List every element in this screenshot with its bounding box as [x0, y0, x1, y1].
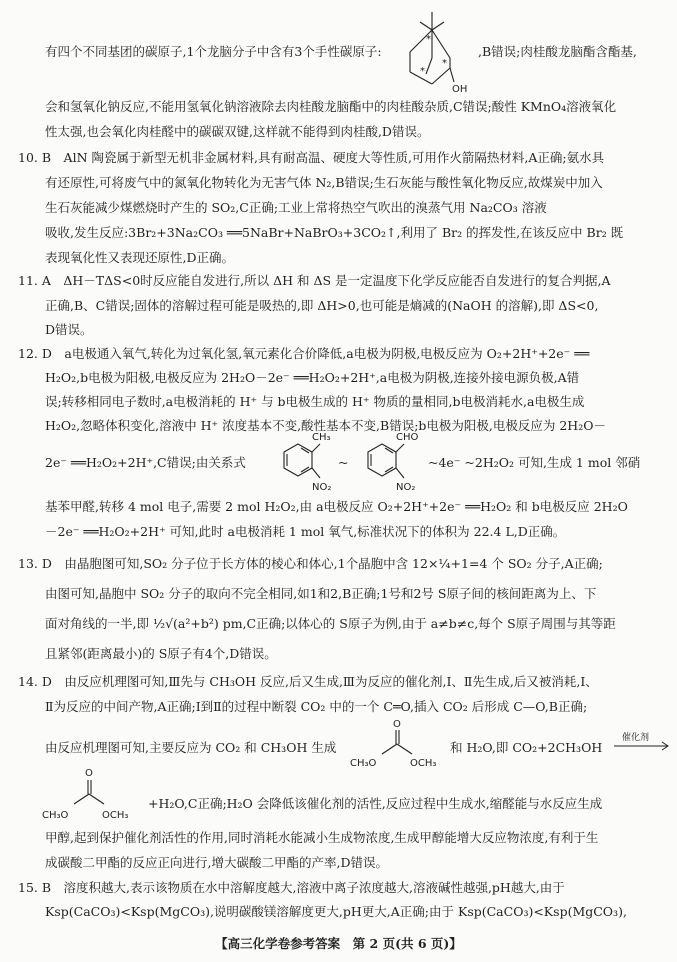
text-line: 基苯甲醛,转移 4 mol 电子,需要 2 mol H₂O₂,由 a电极反应 O₂+2H⁺+2e⁻ ══H₂O₂ 和 b电极反应 2H₂O [45, 499, 628, 514]
dimethyl-carbonate-structure [40, 764, 136, 826]
methoxy-label: CH₃O [42, 810, 69, 821]
methoxy-label: OCH₃ [410, 758, 437, 769]
oxygen-label: O [393, 719, 401, 730]
text-line: 正确,B、C错误;固体的溶解过程可能是吸热的,即 ΔH>0,也可能是熵减的(NaOH 的溶解),即 ΔS<0, [45, 298, 599, 313]
oxygen-label: O [85, 768, 93, 779]
text-line: Ksp(CaCO₃)<Ksp(MgCO₃),说明碳酸镁溶解度更大,pH更大,A正确;由于 Ksp(CaCO₃)<Ksp(MgCO₃), [45, 904, 627, 919]
text-line: 由图可知,晶胞中 SO₂ 分子的取向不完全相同,如1和2,B正确;1号和2号 S原子间的核间距离为上、下 [45, 586, 597, 601]
text-line: ~ [338, 455, 349, 470]
substituent-label: CH₃ [312, 432, 331, 443]
text-line: 由反应机理图可知,主要反应为 CO₂ 和 CH₃OH 生成 [45, 740, 337, 755]
text-line: 13. D 由晶胞图可知,SO₂ 分子位于长方体的棱心和体心,1个晶胞中含 12×¼+1=4 个 SO₂ 分子,A正确; [18, 556, 603, 571]
text-line: 误;转移相同电子数时,a电极消耗的 H⁺ 与 b电极生成的 H⁺ 物质的量相同,b电极消耗水,a电极生成 [45, 394, 585, 409]
chiral-mark: * [426, 34, 431, 45]
substituent-label: NO₂ [396, 482, 416, 493]
text-line: 10. B AlN 陶瓷属于新型无机非金属材料,具有耐高温、硬度大等性质,可用作火箭隔热材料,A正确;氨水具 [18, 150, 605, 165]
text-line: 吸收,发生反应:3Br₂+3Na₂CO₃ ══5NaBr+NaBrO₃+3CO₂↑,利用了 Br₂ 的挥发性,在该反应中 Br₂ 既 [45, 225, 624, 240]
text-line: 成碳酸二甲酯的反应正向进行,增大碳酸二甲酯的产率,D错误。 [45, 855, 388, 870]
text-line: H₂O₂,忽略体积变化,溶液中 H⁺ 浓度基本不变,酸性基本不变,B错误;b电极为阳极,电极反应为 2H₂O－ [45, 418, 606, 433]
text-line: 性太强,也会氧化肉桂醛中的碳碳双键,这样就不能得到肉桂酸,D错误。 [45, 124, 430, 139]
text-line: H₂O₂,b电极为阳极,电极反应为 2H₂O－2e⁻ ══H₂O₂+2H⁺,a电极为阴极,连接外接电源负极,A错 [45, 370, 580, 385]
text-line: 会和氢氧化钠反应,不能用氢氧化钠溶液除去肉桂酸龙脑酯中的肉桂酸杂质,C错误;酸性 KMnO₄溶液氧化 [45, 99, 617, 114]
text-line: 面对角线的一半,即 ½√(a²+b²) pm,C正确;以体心的 S原子为例,由于 a≠b≠c,每个 S原子周围与其等距 [45, 616, 616, 631]
text-line: D错误。 [45, 322, 93, 337]
page-footer: 【高三化学卷参考答案 第 2 页(共 6 页)】 [215, 936, 462, 951]
text-line: 生石灰能减少煤燃烧时产生的 SO₂,C正确;工业上常将热空气吹出的溴蒸气用 Na₂CO₃ 溶液 [45, 200, 547, 215]
text-line: －2e⁻ ══H₂O₂+2H⁺ 可知,此时 a电极消耗 1 mol 氧气,标准状况下的体积为 22.4 L,D正确。 [45, 524, 566, 539]
text-line: 甲醇,起到保护催化剂活性的作用,同时消耗水能减小生成物浓度,生成甲醇能增大反应物浓度,有利于生 [45, 830, 599, 845]
o-nitrobenzaldehyde-structure [352, 428, 424, 500]
text-line: 表现氧化性又表现还原性,D正确。 [45, 250, 234, 265]
text-line: 11. A ΔH－TΔS<0时反应能自发进行,所以 ΔH 和 ΔS 是一定温度下化学反应能否自发进行的复合判据,A [18, 273, 611, 288]
substituent-label: CHO [396, 432, 419, 443]
text-line: 14. D 由反应机理图可知,Ⅲ先与 CH₃OH 反应,后又生成,Ⅲ为反应的催化剂,Ⅰ、Ⅱ先生成,后又被消耗,Ⅰ、 [18, 674, 598, 689]
text-line: 和 H₂O,即 CO₂+2CH₃OH [450, 740, 603, 755]
substituent-label: NO₂ [312, 482, 332, 493]
text-line: 有四个不同基团的碳原子,1个龙脑分子中含有3个手性碳原子: [45, 44, 382, 59]
text-line: 有还原性,可将废气中的氮氧化物转化为无害气体 N₂,B错误;生石灰能与酸性氧化物反应,故煤炭中加入 [45, 175, 603, 190]
text-line: ,B错误;肉桂酸龙脑酯含酯基, [478, 44, 637, 59]
o-nitrotoluene-structure [268, 428, 332, 500]
borneol-structure [396, 8, 476, 96]
oh-label: OH [452, 84, 468, 95]
text-line: 且紧邻(距离最小)的 S原子有4个,D错误。 [45, 646, 277, 661]
text-line: 12. D a电极通入氧气,转化为过氧化氢,氧元素化合价降低,a电极为阴极,电极反应为 O₂+2H⁺+2e⁻ ══ [18, 346, 590, 361]
dimethyl-carbonate-structure [348, 716, 444, 772]
text-line: 15. B 溶度积越大,表示该物质在水中溶解度越大,溶液中离子浓度越大,溶液碱性越强,pH越大,由于 [18, 880, 565, 895]
methoxy-label: CH₃O [350, 758, 377, 769]
text-line: 2e⁻ ══H₂O₂+2H⁺,C错误;由关系式 [45, 455, 246, 470]
chiral-mark: * [420, 66, 425, 77]
text-line: ~4e⁻ ~2H₂O₂ 可知,生成 1 mol 邻硝 [428, 455, 641, 470]
catalyst-arrow [612, 730, 672, 754]
methoxy-label: OCH₃ [102, 810, 129, 821]
text-line: Ⅱ为反应的中间产物,A正确;Ⅰ到Ⅱ的过程中断裂 CO₂ 中的一个 C═O,插入 CO₂ 后形成 C—O,B正确; [45, 699, 588, 714]
chiral-mark: * [442, 58, 447, 69]
catalyst-label: 催化剂 [622, 733, 650, 743]
text-line: +H₂O,C正确;H₂O 会降低该催化剂的活性,反应过程中生成水,缩醛能与水反应生成 [148, 796, 603, 811]
